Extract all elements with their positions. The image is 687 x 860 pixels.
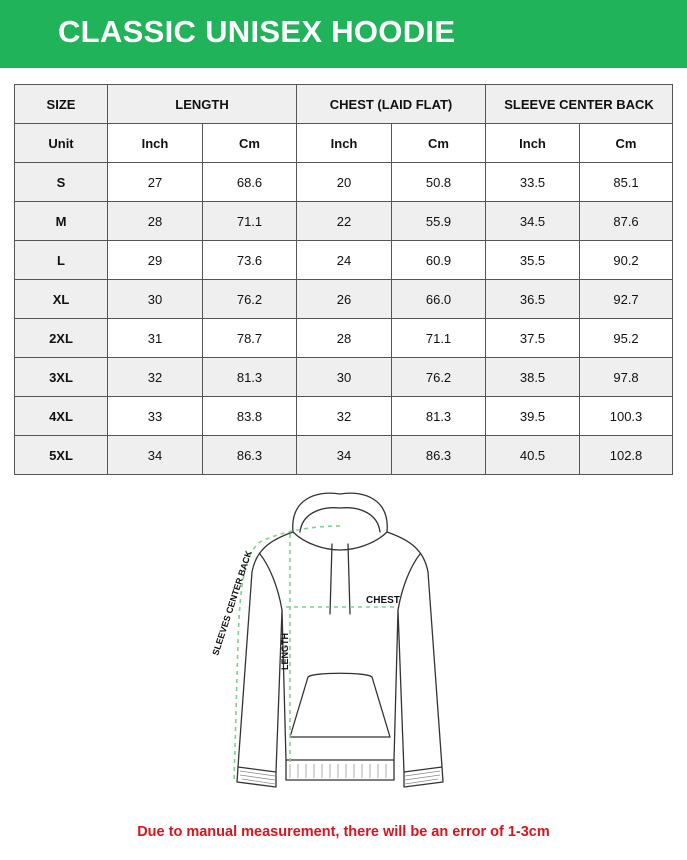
value-cell: 40.5 [486,436,580,475]
size-cell: 5XL [15,436,108,475]
value-cell: 33.5 [486,163,580,202]
value-cell: 28 [297,319,392,358]
sleeve-seam-left [260,554,282,610]
measurement-disclaimer: Due to manual measurement, there will be an error of 1-3cm [137,824,550,840]
unit-cell: Inch [108,124,203,163]
value-cell: 55.9 [392,202,486,241]
value-cell: 30 [108,280,203,319]
value-cell: 68.6 [203,163,297,202]
length-label: LENGTH [280,633,290,670]
value-cell: 29 [108,241,203,280]
value-cell: 38.5 [486,358,580,397]
unit-cell: Inch [486,124,580,163]
value-cell: 34.5 [486,202,580,241]
value-cell: 83.8 [203,397,297,436]
size-cell: 2XL [15,319,108,358]
value-cell: 90.2 [580,241,673,280]
value-cell: 76.2 [203,280,297,319]
value-cell: 78.7 [203,319,297,358]
table-row [15,358,673,397]
size-cell: M [15,202,108,241]
value-cell: 81.3 [203,358,297,397]
page-title: CLASSIC UNISEX HOODIE [58,14,456,49]
value-cell: 22 [297,202,392,241]
unit-cell: Cm [392,124,486,163]
value-cell: 32 [108,358,203,397]
length-header: LENGTH [108,85,297,124]
value-cell: 36.5 [486,280,580,319]
size-chart-table [14,84,673,475]
value-cell: 92.7 [580,280,673,319]
value-cell: 71.1 [203,202,297,241]
size-cell: S [15,163,108,202]
value-cell: 60.9 [392,241,486,280]
value-cell: 26 [297,280,392,319]
table-row [15,280,673,319]
table-row [15,397,673,436]
size-cell: L [15,241,108,280]
table-row [15,241,673,280]
value-cell: 35.5 [486,241,580,280]
sleeve-seam-right [398,554,420,610]
value-cell: 97.8 [580,358,673,397]
sleeve-header: SLEEVE CENTER BACK [486,85,673,124]
size-header: SIZE [15,85,108,124]
value-cell: 20 [297,163,392,202]
value-cell: 37.5 [486,319,580,358]
table-row [15,436,673,475]
value-cell: 34 [108,436,203,475]
drawstring-right [348,544,350,614]
value-cell: 85.1 [580,163,673,202]
value-cell: 102.8 [580,436,673,475]
kangaroo-pocket [290,673,390,737]
value-cell: 33 [108,397,203,436]
value-cell: 24 [297,241,392,280]
hood-inner [300,508,380,532]
value-cell: 76.2 [392,358,486,397]
sleeve-label: SLEEVES CENTER BACK [210,549,254,657]
value-cell: 87.6 [580,202,673,241]
table-row [15,163,673,202]
value-cell: 66.0 [392,280,486,319]
value-cell: 73.6 [203,241,297,280]
value-cell: 32 [297,397,392,436]
unit-label: Unit [15,124,108,163]
value-cell: 50.8 [392,163,486,202]
value-cell: 28 [108,202,203,241]
value-cell: 34 [297,436,392,475]
chest-header: CHEST (LAID FLAT) [297,85,486,124]
value-cell: 31 [108,319,203,358]
value-cell: 30 [297,358,392,397]
size-cell: XL [15,280,108,319]
value-cell: 39.5 [486,397,580,436]
value-cell: 95.2 [580,319,673,358]
value-cell: 100.3 [580,397,673,436]
drawstring-left [330,544,332,614]
value-cell: 86.3 [203,436,297,475]
value-cell: 71.1 [392,319,486,358]
table-row [15,319,673,358]
chest-label: CHEST [366,595,400,606]
hoodie-diagram [190,492,490,802]
value-cell: 27 [108,163,203,202]
table-header-row [15,85,673,124]
unit-cell: Cm [580,124,673,163]
unit-cell: Cm [203,124,297,163]
unit-row [15,124,673,163]
size-cell: 4XL [15,397,108,436]
unit-cell: Inch [297,124,392,163]
size-cell: 3XL [15,358,108,397]
value-cell: 86.3 [392,436,486,475]
table-row [15,202,673,241]
value-cell: 81.3 [392,397,486,436]
header-banner [0,0,687,68]
